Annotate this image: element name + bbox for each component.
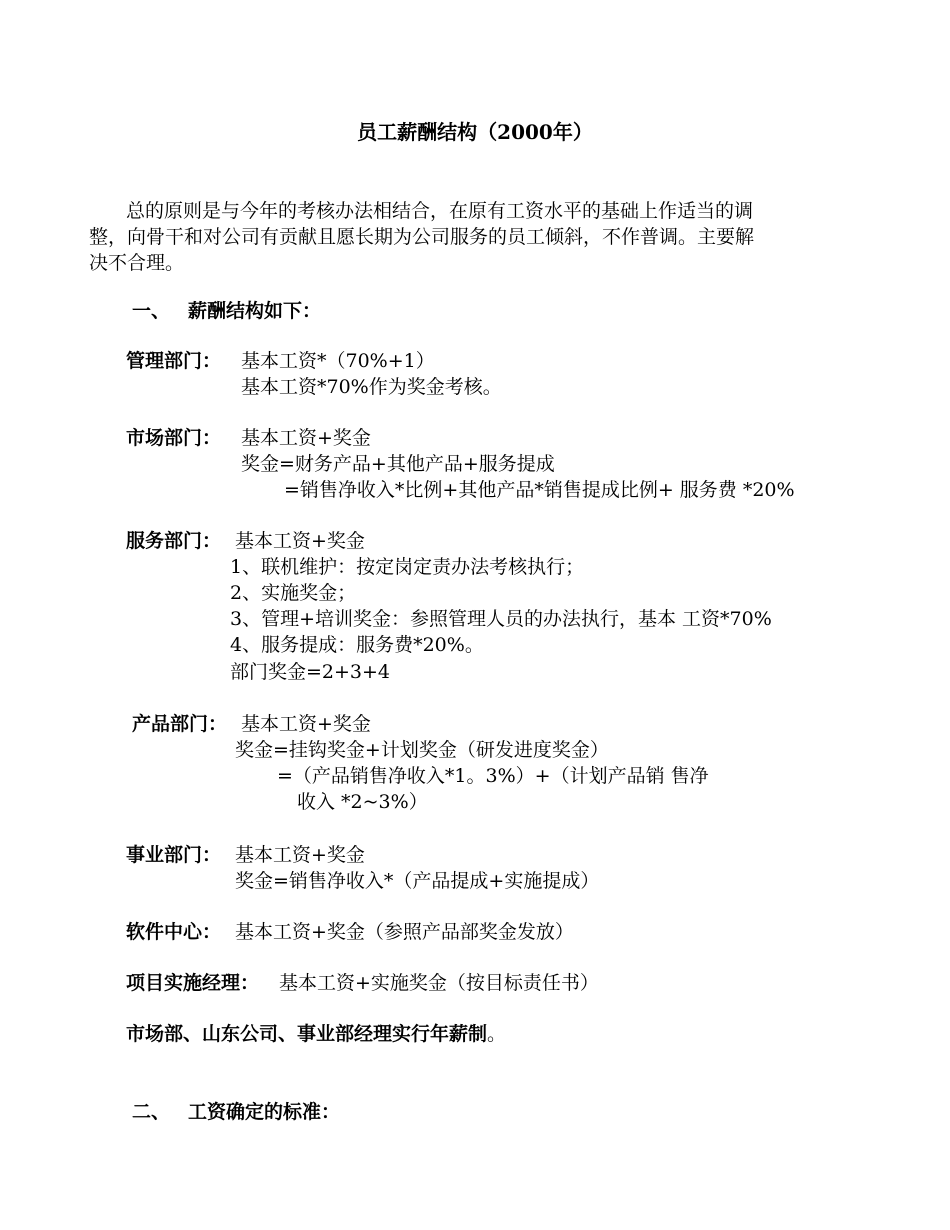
service-line-1: 基本工资+奖金 bbox=[235, 530, 365, 552]
market-line-3: =销售净收入*比例+其他产品*销售提成比例+ 服务费 *20% bbox=[284, 479, 795, 501]
service-label: 服务部门： bbox=[126, 530, 222, 552]
business-line-1: 基本工资+奖金 bbox=[235, 844, 365, 866]
section-2-title: 工资确定的标准： bbox=[188, 1101, 341, 1123]
product-label: 产品部门： bbox=[132, 713, 228, 735]
product-line-3: =（产品销售净收入*1。3%）+（计划产品销 售净 bbox=[277, 765, 709, 787]
product-line-2: 奖金=挂钩奖金+计划奖金（研发进度奖金） bbox=[235, 739, 609, 761]
intro-line-3: 决不合理。 bbox=[89, 252, 185, 274]
service-item-1: 1、联机维护：按定岗定责办法考核执行； bbox=[230, 556, 585, 578]
section-2-number: 二、 bbox=[132, 1101, 171, 1123]
product-line-1: 基本工资+奖金 bbox=[241, 713, 371, 735]
annual-salary-line bbox=[126, 1021, 506, 1047]
page-title: 员工薪酬结构（2000年） bbox=[357, 120, 593, 144]
pm-line-1: 基本工资+实施奖金（按目标责任书） bbox=[279, 972, 599, 994]
market-line-1: 基本工资+奖金 bbox=[241, 427, 371, 449]
annual-salary-bold: 市场部、山东公司、事业部经理实行年薪制 bbox=[126, 1023, 488, 1045]
mgmt-line-1: 基本工资*（70%+1） bbox=[241, 350, 435, 372]
intro-line-2: 整，向骨干和对公司有贡献且愿长期为公司服务的员工倾斜，不作普调。主要解 bbox=[89, 226, 755, 248]
software-label: 软件中心： bbox=[126, 921, 222, 943]
software-line-1: 基本工资+奖金（参照产品部奖金发放） bbox=[235, 921, 574, 943]
product-line-4: 收入 *2~3%） bbox=[297, 791, 428, 813]
mgmt-line-2: 基本工资*70%作为奖金考核。 bbox=[241, 376, 502, 398]
service-item-4: 4、服务提成：服务费*20%。 bbox=[230, 634, 484, 656]
intro-line-1: 总的原则是与今年的考核办法相结合，在原有工资水平的基础上作适当的调 bbox=[126, 200, 754, 222]
annual-salary-tail: 。 bbox=[487, 1023, 507, 1045]
service-sum: 部门奖金=2+3+4 bbox=[230, 661, 391, 683]
section-1-number: 一、 bbox=[132, 300, 171, 322]
pm-label: 项目实施经理： bbox=[126, 972, 260, 994]
market-label: 市场部门： bbox=[126, 427, 222, 449]
mgmt-label: 管理部门： bbox=[126, 350, 222, 372]
service-item-3: 3、管理+培训奖金：参照管理人员的办法执行，基本 工资*70% bbox=[230, 608, 772, 630]
service-item-2: 2、实施奖金； bbox=[230, 582, 357, 604]
business-label: 事业部门： bbox=[126, 844, 222, 866]
market-line-2: 奖金=财务产品+其他产品+服务提成 bbox=[241, 453, 555, 475]
section-1-title: 薪酬结构如下： bbox=[188, 300, 322, 322]
business-line-2: 奖金=销售净收入*（产品提成+实施提成） bbox=[235, 870, 600, 892]
